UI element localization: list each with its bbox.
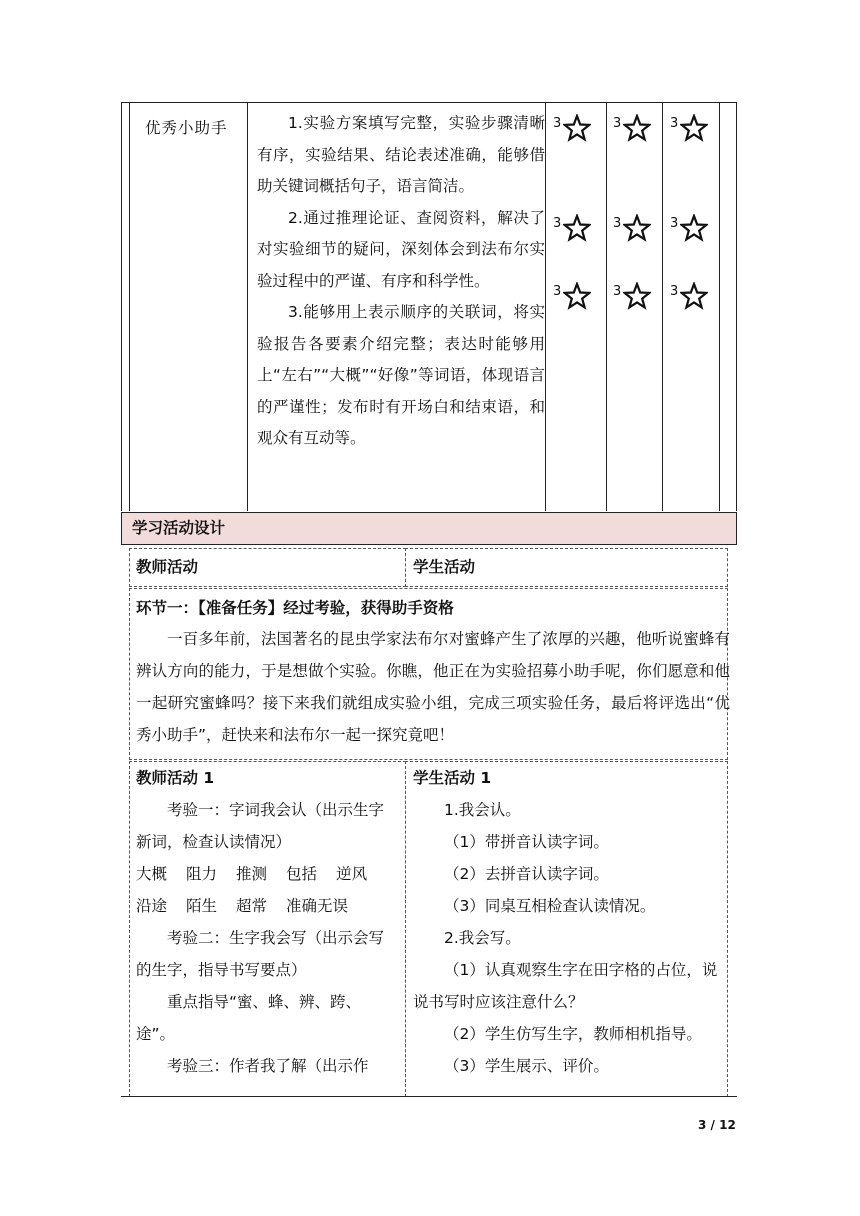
test2-text: 考验二：生字我会写（出示会写的生字，指导书写要点） [136,929,385,979]
criteria-list [257,108,545,455]
student-line: 2.我会写。 [444,929,521,947]
rating [670,214,708,242]
focus-text: 重点指导“蜜、蜂、辨、跨、途”。 [136,993,362,1043]
role-label: 优秀小助手 [145,119,228,137]
student-activity [413,762,721,1082]
student-line: （3）同桌互相检查认读情况。 [444,897,656,915]
test3-text: 考验三：作者我了解（出示作 [167,1057,369,1075]
star-outline-icon [563,214,591,242]
rating [553,114,591,142]
rating-number: 3 [553,116,562,131]
star-outline-icon [623,214,651,242]
criterion-2: 2.通过推理论证、查阅资料，解决了对实验细节的疑问，深刻体会到法布尔实验过程中的严谨、有序和科学性。 [257,208,545,290]
rating [670,114,708,142]
student-line: （2）去拼音认读字词。 [444,865,609,883]
teacher-activity-title: 教师活动 1 [136,769,215,787]
teacher-header: 教师活动 [136,558,199,576]
rating [553,282,591,310]
rating [613,214,651,242]
word-row-1 [136,858,398,890]
link1-title: 环节一：【准备任务】经过考验，获得助手资格 [136,599,454,617]
star-outline-icon [623,114,651,142]
word: 大概 [136,865,168,883]
star-outline-icon [680,282,708,310]
word: 准确无误 [286,897,349,915]
rating-number: 3 [553,284,562,299]
rating-number: 3 [613,216,622,231]
rating-number: 3 [553,216,562,231]
rating-number: 3 [670,216,679,231]
word: 超常 [236,897,268,915]
rating-number: 3 [613,116,622,131]
student-line: （1）认真观察生字在田字格的占位，说说书写时应该注意什么？ [413,961,718,1011]
word: 推测 [236,865,268,883]
evaluation-table [121,102,737,511]
student-line: （1）带拼音认读字词。 [444,833,609,851]
star-outline-icon [563,114,591,142]
table-bottom-rule [121,1096,737,1097]
student-activity-title: 学生活动 1 [413,769,492,787]
rating-number: 3 [613,284,622,299]
student-line: （3）学生展示、评价。 [444,1057,609,1075]
star-outline-icon [623,282,651,310]
word: 逆风 [336,865,368,883]
star-outline-icon [680,214,708,242]
criterion-1: 1.实验方案填写完整，实验步骤清晰有序，实验结果、结论表述准确，能够借助关键词概括句子，语言简洁。 [257,114,545,195]
student-line: （2）学生仿写生字，教师相机指导。 [444,1025,702,1043]
student-line: 1.我会认。 [444,801,521,819]
rating [553,214,591,242]
student-header: 学生活动 [413,558,476,576]
star-outline-icon [680,114,708,142]
page-number: 3 / 12 [698,1118,736,1132]
word-row-2 [136,890,398,922]
word: 包括 [286,865,318,883]
criterion-3: 3.能够用上表示顺序的关联词，将实验报告各要素介绍完整；表达时能够用上“左右”“大概”“好像”等词语，体现语言的严谨性；发布时有开场白和结束语，和观众有互动等。 [257,303,545,447]
section-header: 学习活动设计 [121,512,737,545]
teacher-activity [136,762,398,1082]
test1-text: 考验一：字词我会认（出示生字新词，检查认读情况） [136,801,385,851]
star-outline-icon [563,282,591,310]
rating [670,282,708,310]
rating [613,282,651,310]
word: 陌生 [186,897,218,915]
link1-body: 一百多年前，法国著名的昆虫学家法布尔对蜜蜂产生了浓厚的兴趣，他听说蜜蜂有辨认方向的能力，于是想做个实验。你瞧，他正在为实验招募小助手呢，你们愿意和他一起研究蜜蜂吗？接下来我们就组成实验小组，完成三项实验任务，最后将评选出“优秀小助手”，赶快来和法布尔一起一探究竟吧！ [136,630,730,744]
word: 阻力 [186,865,218,883]
rating [613,114,651,142]
rating-number: 3 [670,284,679,299]
rating-number: 3 [670,116,679,131]
word: 沿途 [136,897,168,915]
